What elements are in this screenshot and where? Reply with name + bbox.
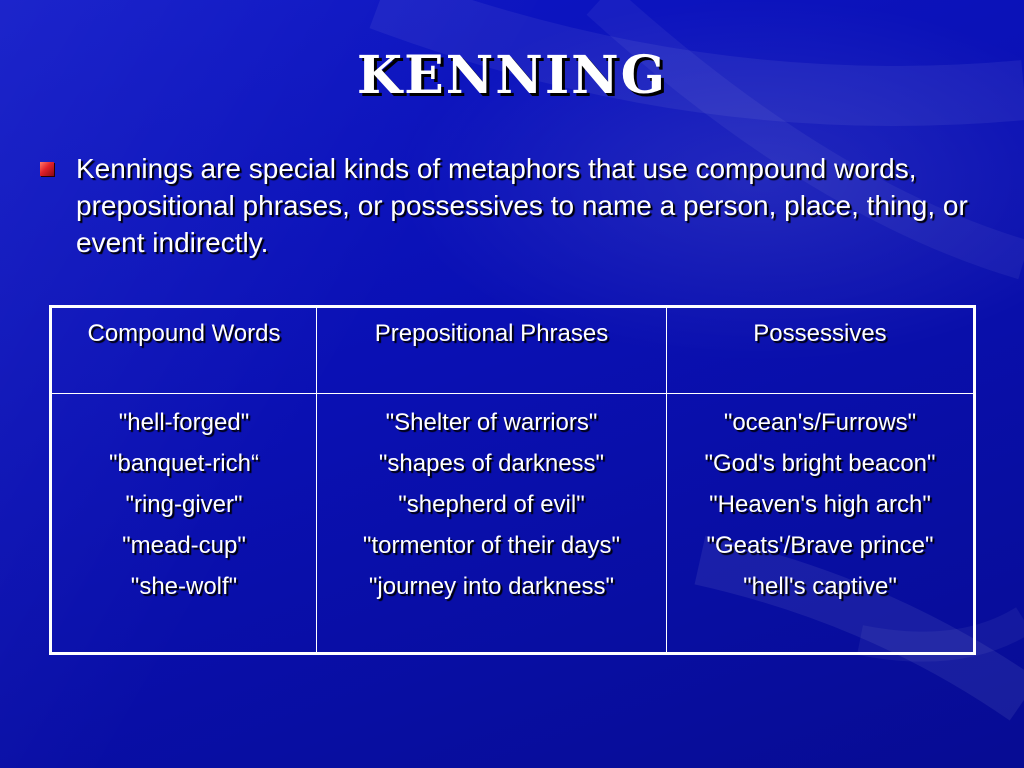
column-header-compound-words: Compound Words xyxy=(51,307,317,394)
possessives-cell xyxy=(667,394,975,654)
list-item: "Shelter of warriors" xyxy=(385,409,598,436)
list-item: "shepherd of evil" xyxy=(398,491,585,518)
list-item: "tormentor of their days" xyxy=(362,532,621,559)
list-item: "she-wolf" xyxy=(130,573,238,600)
slide-title: KENNING xyxy=(356,45,668,106)
list-item: "God's bright beacon" xyxy=(704,450,936,477)
list-item: "Heaven's high arch" xyxy=(709,491,931,518)
list-item: "hell's captive" xyxy=(743,573,897,600)
table-header-row xyxy=(51,307,975,394)
list-item: "ring-giver" xyxy=(125,491,243,518)
list-item: "shapes of darkness" xyxy=(378,450,605,477)
list-item: "journey into darkness" xyxy=(368,573,615,600)
list-item: "Geats'/Brave prince" xyxy=(706,532,934,559)
list-item: "banquet-rich“ xyxy=(109,450,259,477)
list-item: "mead-cup" xyxy=(122,532,246,559)
column-header-prepositional-phrases: Prepositional Phrases xyxy=(317,307,667,394)
kenning-table xyxy=(49,305,976,655)
compound-words-cell xyxy=(51,394,317,654)
list-item: "ocean's/Furrows" xyxy=(723,409,917,436)
column-header-possessives: Possessives xyxy=(667,307,975,394)
square-bullet-icon xyxy=(40,162,54,176)
prepositional-phrases-cell xyxy=(317,394,667,654)
list-item: "hell-forged" xyxy=(118,409,250,436)
table-row xyxy=(51,394,975,654)
bullet-text: Kennings are special kinds of metaphors that use compound words, prepositional phrases, or possessives to name a person, place, thing, or event indirectly. xyxy=(76,153,968,258)
